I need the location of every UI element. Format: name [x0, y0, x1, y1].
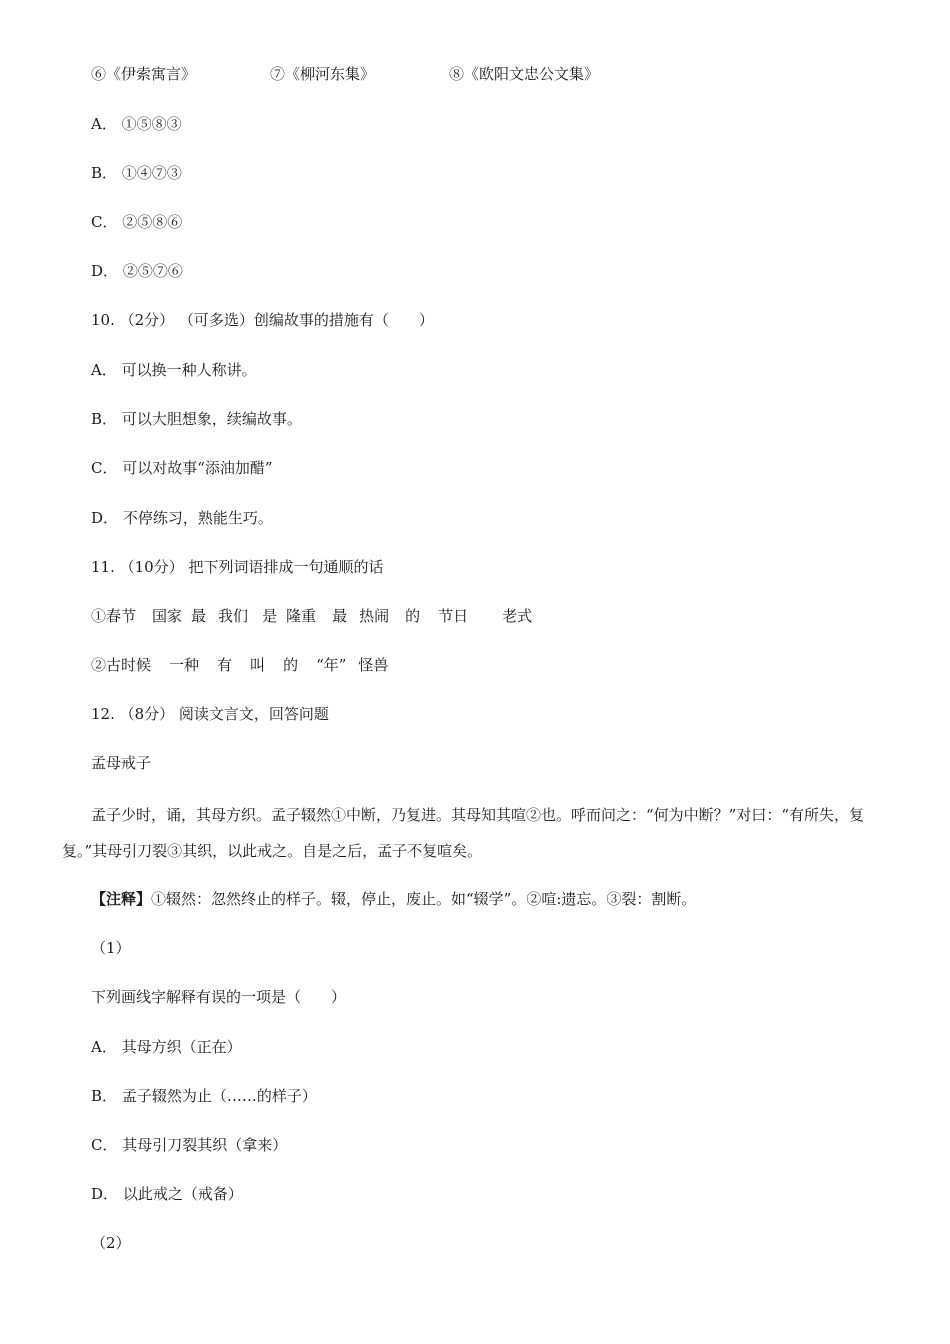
word: 叫: [250, 656, 266, 674]
word: 老式: [502, 607, 533, 625]
word: 最: [332, 607, 348, 625]
q9-choice-b[interactable]: [91, 163, 182, 183]
word: 一种: [169, 656, 200, 674]
q12-passage-title: 孟母戒子: [91, 754, 152, 772]
q9-book-list: [91, 64, 599, 84]
q9-book-6: ⑥《伊索寓言》: [91, 65, 197, 83]
choice-label: D．: [91, 1185, 119, 1203]
choice-label: A．: [91, 361, 117, 379]
q10-choice-d[interactable]: [91, 508, 273, 528]
q12-stem: 12. （8分） 阅读文言文，回答问题: [91, 705, 329, 723]
q12-sub1-choice-a[interactable]: [91, 1037, 242, 1057]
choice-label: C．: [91, 213, 118, 231]
q9-choice-c[interactable]: [91, 212, 182, 232]
q12-note: [91, 889, 696, 909]
word: 怪兽: [358, 656, 389, 674]
word: 是: [262, 607, 278, 625]
word: 最: [191, 607, 207, 625]
word: ①春节: [91, 607, 137, 625]
choice-label: C．: [91, 459, 118, 477]
choice-text: 可以大胆想象，续编故事。: [121, 410, 302, 428]
q10-choice-c[interactable]: [91, 458, 273, 478]
word: 国家: [152, 607, 183, 625]
word: 热闹: [359, 607, 390, 625]
note-label: 【注释】: [91, 890, 152, 908]
choice-label: B．: [91, 1087, 118, 1105]
choice-text: 可以对故事“添油加醋”: [122, 459, 273, 477]
q10-stem: 10. （2分） （可多选）创编故事的措施有（ ）: [91, 311, 434, 329]
choice-text: ①⑤⑧③: [121, 115, 182, 133]
word: 的: [283, 656, 299, 674]
choice-label: B．: [91, 164, 118, 182]
q12-passage: 孟子少时，诵，其母方织。孟子辍然①中断，乃复进。其母知其喧②也。呼而问之：“何为中断？”对曰：“有所失，复复。”其母引刀裂③其织，以此戒之。自是之后，孟子不复喧矣。: [62, 806, 865, 860]
word: 节日: [438, 607, 469, 625]
q12-sub1-choice-b[interactable]: [91, 1086, 317, 1106]
word: 的: [405, 607, 421, 625]
choice-text: 不停练习，熟能生巧。: [122, 509, 273, 527]
choice-text: 以此戒之（戒备）: [122, 1185, 243, 1203]
q11-item-1: [91, 606, 532, 626]
q12-sub2-label: （2）: [91, 1234, 131, 1252]
q11-item-2: [91, 655, 388, 675]
q9-choice-a[interactable]: [91, 114, 182, 134]
choice-label: D．: [91, 262, 119, 280]
word: “年”: [316, 656, 347, 674]
choice-text: 其母引刀裂其织（拿来）: [122, 1136, 288, 1154]
word: 隆重: [286, 607, 317, 625]
q9-book-7: ⑦《柳河东集》: [270, 65, 376, 83]
q12-sub1-label: （1）: [91, 939, 131, 957]
q10-choice-b[interactable]: [91, 409, 302, 429]
note-text: ①辍然：忽然终止的样子。辍，停止，废止。如“辍学”。②喧:遗忘。③裂：割断。: [151, 890, 697, 908]
choice-text: ②⑤⑧⑥: [122, 213, 183, 231]
word: 有: [217, 656, 233, 674]
choice-text: ①④⑦③: [121, 164, 182, 182]
q11-stem: 11. （10分） 把下列词语排成一句通顺的话: [91, 558, 384, 576]
choice-label: A．: [91, 1038, 117, 1056]
choice-label: C．: [91, 1136, 118, 1154]
choice-label: A．: [91, 115, 117, 133]
q9-book-8: ⑧《欧阳文忠公文集》: [449, 65, 600, 83]
choice-text: ②⑤⑦⑥: [122, 262, 183, 280]
word: ②古时候: [91, 656, 152, 674]
choice-text: 可以换一种人称讲。: [121, 361, 257, 379]
q9-choice-d[interactable]: [91, 261, 183, 281]
choice-label: D．: [91, 509, 119, 527]
choice-text: 孟子辍然为止（……的样子）: [121, 1087, 317, 1105]
word: 我们: [218, 607, 249, 625]
q12-sub1-choice-d[interactable]: [91, 1184, 243, 1204]
choice-text: 其母方织（正在）: [121, 1038, 242, 1056]
q12-sub1-stem: 下列画线字解释有误的一项是（ ）: [91, 988, 347, 1006]
q12-sub1-choice-c[interactable]: [91, 1135, 287, 1155]
choice-label: B．: [91, 410, 118, 428]
q10-choice-a[interactable]: [91, 360, 257, 380]
